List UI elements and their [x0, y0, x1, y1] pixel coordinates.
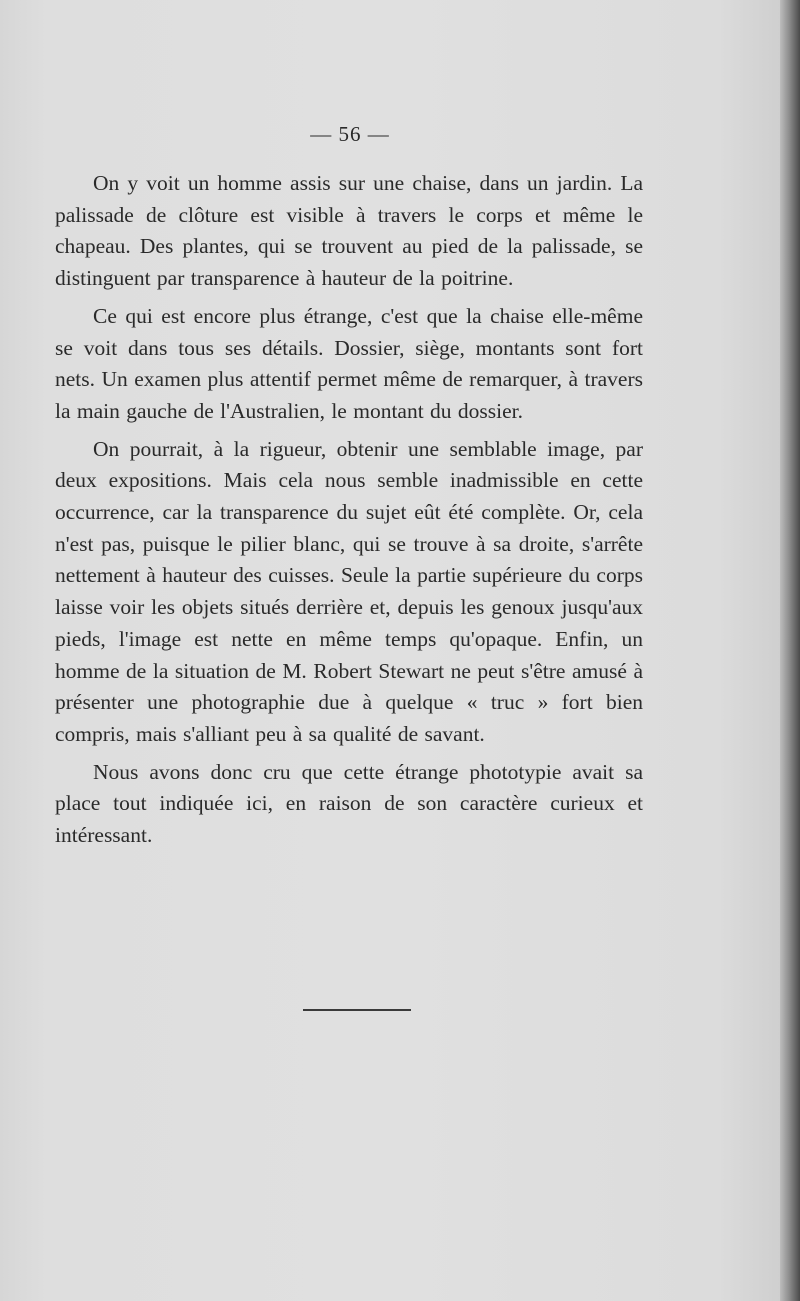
paragraph: Nous avons donc cru que cette étrange phototypie avait sa place tout indiquée ici, en raison de son caractère curieux et intéressant. [55, 759, 643, 848]
paragraph: On pourrait, à la rigueur, obtenir une semblable image, par deux expositions. Mais cela nous semble inadmissible en cette occurrence, car la transparence du sujet eût été complète. Or, cela n'est pas, puisque le pilier blanc, qui se trouve à sa droite, s'arrête nettement à hauteur des cuisses. Seule la partie supérieure du corps laisse voir les objets situés derrière et, depuis les genoux jusqu'aux pieds, l'image est nette en même temps qu'opaque. Enfin, un homme de la situation de M. Robert Stewart ne peut s'être amusé à présenter une photographie due à quelque « truc » fort bien compris, mais s'alliant peu à sa qualité de savant. [55, 436, 643, 746]
body-text [55, 168, 643, 858]
closing-rule [303, 1009, 411, 1011]
page-number: — 56 — [310, 122, 390, 146]
book-edge-shadow [780, 0, 800, 1301]
paragraph: On y voit un homme assis sur une chaise, dans un jardin. La palissade de clôture est visible à travers le corps et même le chapeau. Des plantes, qui se trouvent au pied de la palissade, se distinguent par transparence à hauteur de la poitrine. [55, 171, 643, 291]
paragraph: Ce qui est encore plus étrange, c'est que la chaise elle-même se voit dans tous ses détails. Dossier, siège, montants sont fort nets. Un examen plus attentif permet même de remarquer, à travers la main gauche de l'Australien, le montant du dossier. [55, 303, 643, 423]
